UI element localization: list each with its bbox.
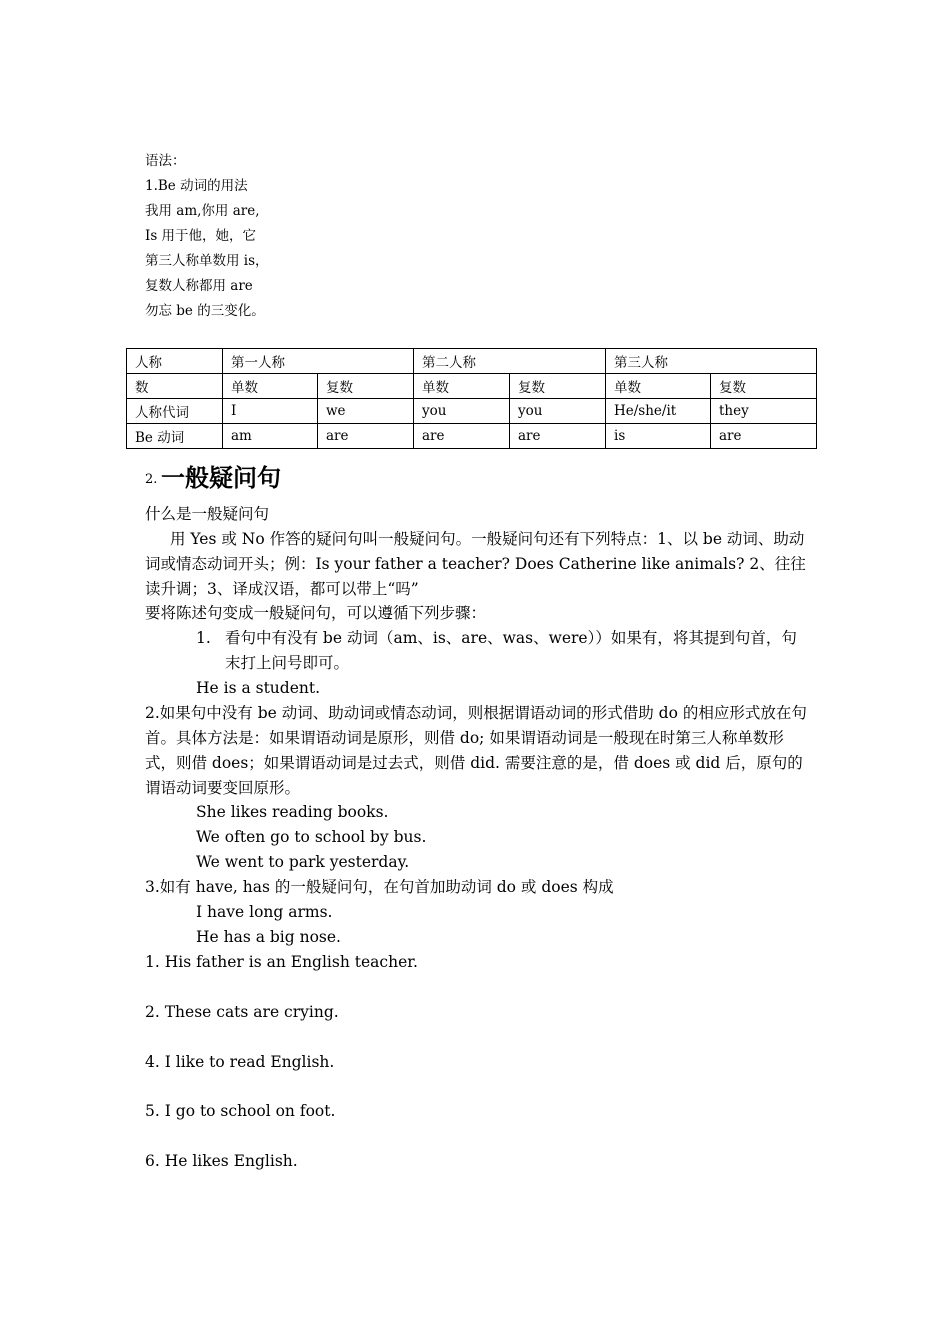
table-header-row <box>127 349 817 374</box>
table-cell: Be 动词 <box>127 424 223 449</box>
table-cell: 人称代词 <box>127 399 223 424</box>
exercise-item: 4. I like to read English. <box>145 1053 335 1071</box>
step2-paragraph: 2.如果句中没有 be 动词、助动词或情态动词，则根据谓语动词的形式借助 do 的相应形式放在句首。具体方法是：如果谓语动词是原形，则借 do; 如果谓语动词是一般现在时第三人称单数形式，则借 does；如果谓语动词是过去式，则借 did. 需要注意的是，借 does 或 did 后，原句的谓语动词要变回原形。 <box>145 704 807 797</box>
steps-intro: 要将陈述句变成一般疑问句，可以遵循下列步骤： <box>145 604 487 622</box>
table-cell: are <box>510 424 606 449</box>
note-line: Is 用于他，她，它 <box>145 228 257 244</box>
table-cell: 单数 <box>606 374 711 399</box>
table-cell: we <box>318 399 414 424</box>
table-cell: you <box>414 399 510 424</box>
table-cell: am <box>223 424 318 449</box>
section-number: 2. <box>145 472 158 487</box>
exercise-item: 6. He likes English. <box>145 1152 298 1170</box>
table-cell: 复数 <box>711 374 817 399</box>
table-cell: 单数 <box>414 374 510 399</box>
table-row <box>127 424 817 449</box>
table-cell: 复数 <box>318 374 414 399</box>
what-is-line: 什么是一般疑问句 <box>145 505 270 523</box>
table-cell: He/she/it <box>606 399 711 424</box>
table-cell: 第二人称 <box>414 349 606 374</box>
table-cell: 人称 <box>127 349 223 374</box>
exercise-item: 1. His father is an English teacher. <box>145 953 418 971</box>
section-heading: 一般疑问句 <box>161 464 281 492</box>
definition-paragraph: 用 Yes 或 No 作答的疑问句叫一般疑问句。一般疑问句还有下列特点：1、以 be 动词、助动词或情态动词开头；例：Is your father a teacher? Does Catherine like animals? 2、往往读升调；3、译成汉语，都可以带上“吗” <box>145 530 806 598</box>
step1-number: 1. <box>196 629 211 647</box>
table-cell: are <box>414 424 510 449</box>
table-cell: are <box>711 424 817 449</box>
table-cell: I <box>223 399 318 424</box>
example-sentence: We often go to school by bus. <box>196 828 427 846</box>
exercise-item: 5. I go to school on foot. <box>145 1102 336 1120</box>
example-sentence: He has a big nose. <box>196 928 341 946</box>
table-cell: they <box>711 399 817 424</box>
table-cell: 数 <box>127 374 223 399</box>
example-sentence: We went to park yesterday. <box>196 853 410 871</box>
example-sentence: She likes reading books. <box>196 803 389 821</box>
note-line: 1.Be 动词的用法 <box>145 178 248 194</box>
note-line: 第三人称单数用 is， <box>145 253 269 269</box>
note-line: 复数人称都用 are <box>145 278 253 294</box>
table-cell: 单数 <box>223 374 318 399</box>
example-sentence: I have long arms. <box>196 903 333 921</box>
table-row <box>127 399 817 424</box>
table-cell: 复数 <box>510 374 606 399</box>
table-cell: you <box>510 399 606 424</box>
be-verb-table <box>126 348 817 449</box>
note-line: 勿忘 be 的三变化。 <box>145 303 265 319</box>
table-cell: is <box>606 424 711 449</box>
table-cell: are <box>318 424 414 449</box>
note-line: 我用 am,你用 are, <box>145 203 260 219</box>
step1-text: 看句中有没有 be 动词（am、is、are、was、were））如果有，将其提到句首，句末打上问号即可。 <box>225 629 797 672</box>
step3-paragraph: 3.如有 have, has 的一般疑问句，在句首加助动词 do 或 does 构成 <box>145 878 614 896</box>
table-row <box>127 374 817 399</box>
exercise-item: 2. These cats are crying. <box>145 1003 339 1021</box>
grammar-title: 语法： <box>145 153 186 169</box>
example-sentence: He is a student. <box>196 679 321 697</box>
table-cell: 第三人称 <box>606 349 817 374</box>
table-cell: 第一人称 <box>223 349 414 374</box>
